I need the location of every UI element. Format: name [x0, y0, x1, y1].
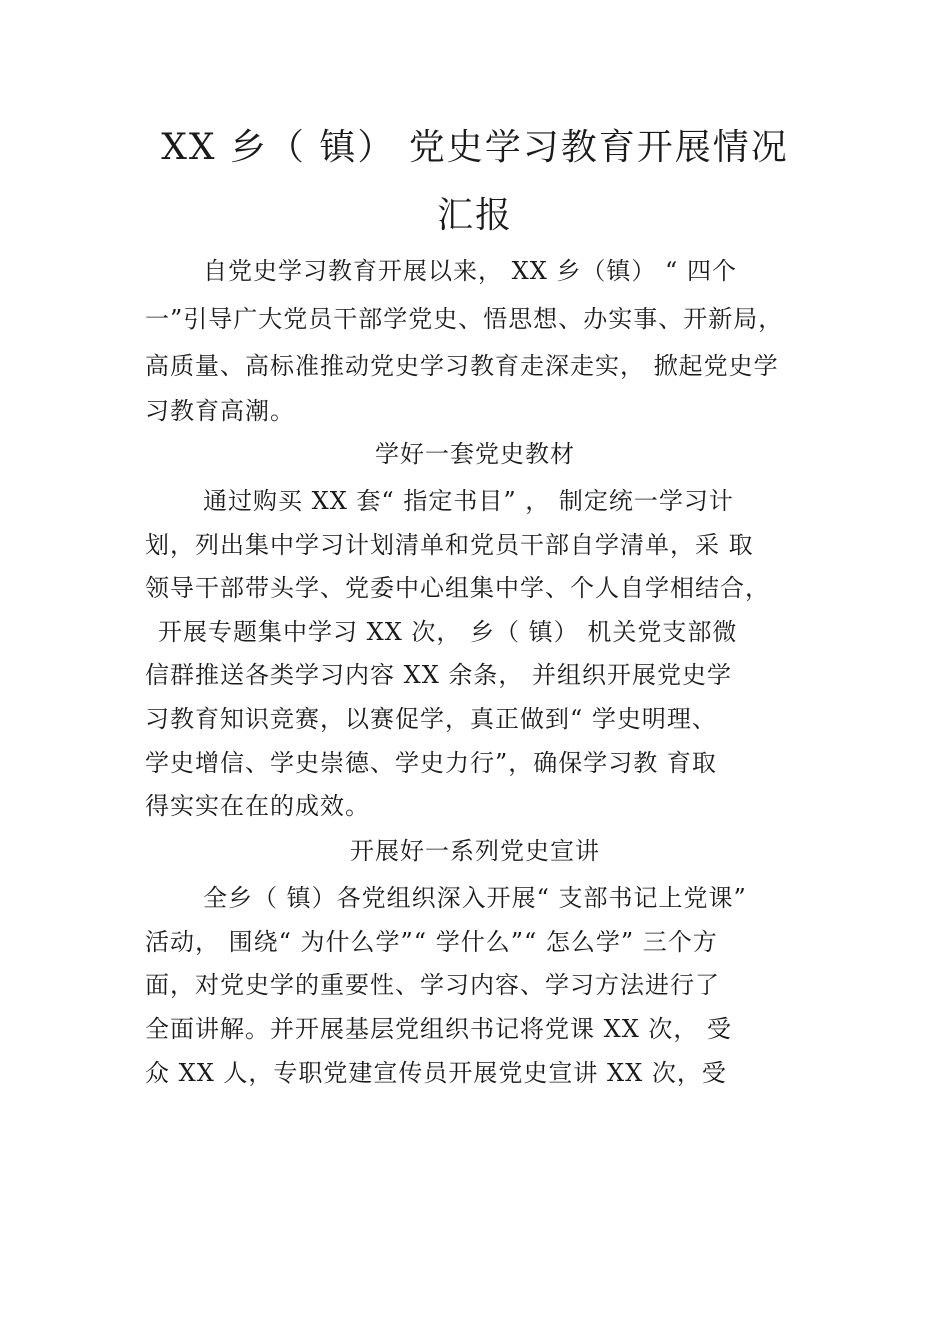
- section-1-line-5: 信群推送各类学习内容 XX 余条， 并组织开展党史学: [145, 661, 733, 689]
- section-1-line-3: 领导干部带头学、党委中心组集中学、个人自学相结合，: [145, 574, 770, 602]
- section-2-line-4: 全面讲解。并开展基层党组织书记将党课 XX 次， 受: [145, 1015, 733, 1043]
- section-2-line-3: 面，对党史学的重要性、学习内容、学习方法进行了: [145, 971, 720, 999]
- section-1-line-6: 习教育知识竞赛，以赛促学，真正做到“ 学史明理、: [145, 705, 717, 733]
- section-1-heading: 学好一套党史教材: [375, 440, 575, 468]
- intro-line-3: 高质量、高标准推动党史学习教育走深走实， 掀起党史学: [145, 352, 779, 380]
- section-2-heading: 开展好一系列党史宣讲: [350, 837, 600, 865]
- section-2-line-5: 众 XX 人，专职党建宣传员开展党史宣讲 XX 次，受: [145, 1059, 727, 1087]
- section-1-line-7: 学史增信、学史崇德、学史力行”，确保学习教 育取: [145, 749, 717, 777]
- intro-line-1: 自党史学习教育开展以来， XX 乡（镇） “ 四个: [203, 257, 737, 285]
- intro-line-4: 习教育高潮。: [145, 397, 295, 425]
- section-1-line-1: 通过购买 XX 套“ 指定书目” ， 制定统一学习计: [203, 487, 734, 515]
- document-title-line-2: 汇报: [436, 195, 513, 236]
- section-1-line-2: 划，列出集中学习计划清单和党员干部自学清单，采 取: [145, 531, 754, 559]
- section-2-line-2: 活动， 围绕“ 为什么学”“ 学什么”“ 怎么学” 三个方: [145, 928, 718, 956]
- document-title-line-1: XX 乡（ 镇） 党史学习教育开展情况: [161, 127, 789, 168]
- section-2-line-1: 全乡（ 镇）各党组织深入开展“ 支部书记上党课”: [203, 884, 747, 912]
- intro-line-2: 一”引导广大党员干部学党史、悟思想、办实事、开新局，: [145, 305, 784, 333]
- section-1-line-8: 得实实在在的成效。: [145, 792, 370, 820]
- section-1-line-4: 开展专题集中学习 XX 次， 乡（ 镇） 机关党支部微: [158, 618, 738, 646]
